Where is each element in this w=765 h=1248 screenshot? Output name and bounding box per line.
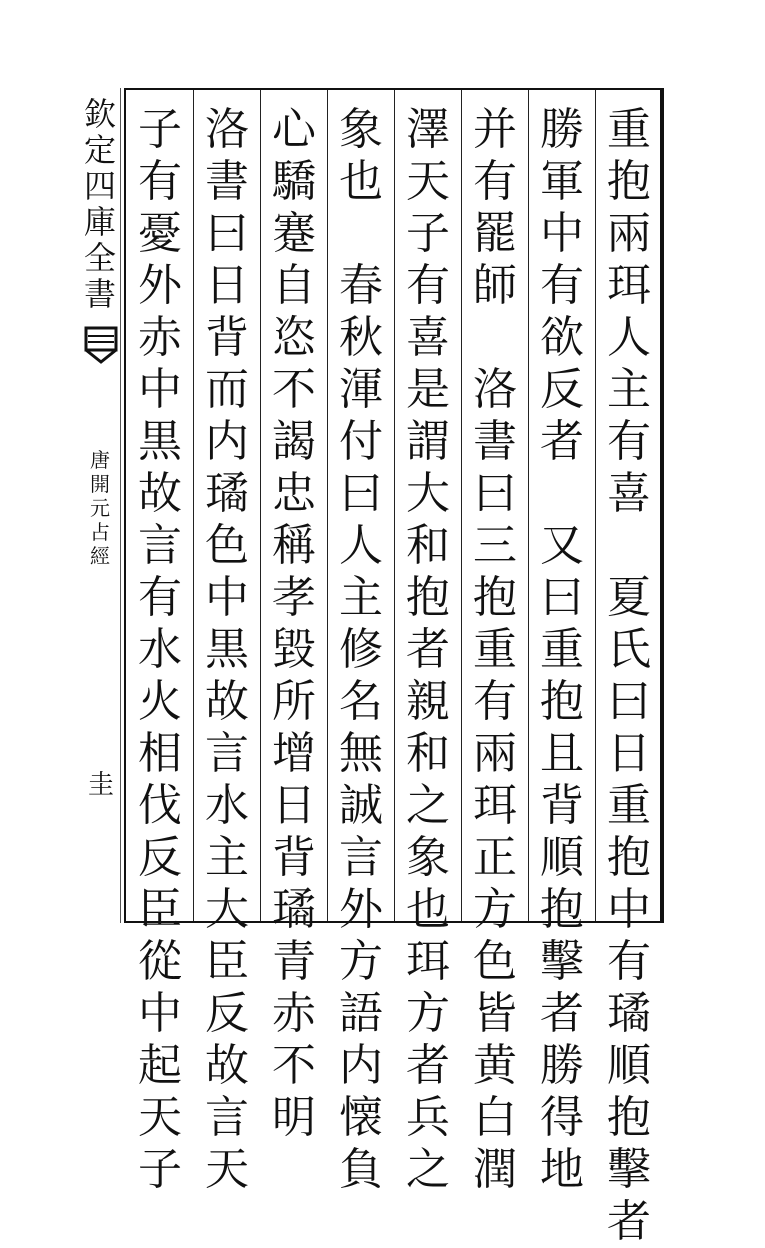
column-rule — [394, 90, 395, 921]
text-column-2: 勝 軍 中 有 欲 反 者 又 曰 重 抱 且 背 順 抱 擊 者 勝 得 地 — [540, 104, 584, 1195]
column-rule — [461, 90, 462, 921]
text-column-6: 心 驕 蹇 自 恣 不 謁 忠 稱 孝 毀 所 增 日 背 璚 青 赤 不 明 — [272, 104, 316, 1143]
margin-edge-line — [120, 88, 121, 923]
fish-tail-mark-icon — [84, 326, 118, 366]
text-column-7: 洛 書 曰 日 背 而 内 璚 色 中 黒 故 言 水 主 大 臣 反 故 言 天 — [205, 104, 249, 1195]
column-rule — [528, 90, 529, 921]
margin-sub-title: 唐 開 元 占 經 — [90, 448, 110, 568]
column-rule — [260, 90, 261, 921]
text-column-5: 象 也 春 秋 渾 付 曰 人 主 修 名 無 誠 言 外 方 語 内 懐 負 — [339, 104, 383, 1195]
column-rule — [327, 90, 328, 921]
text-column-4: 澤 天 子 有 喜 是 謂 大 和 抱 者 親 和 之 象 也 珥 方 者 兵 之 — [406, 104, 450, 1195]
text-column-3: 并 有 罷 師 洛 書 曰 三 抱 重 有 兩 珥 正 方 色 皆 黄 白 潤 — [473, 104, 517, 1195]
margin-book-title: 欽 定 四 庫 全 書 — [83, 95, 116, 313]
column-rule — [595, 90, 596, 921]
text-column-1: 重 抱 兩 珥 人 主 有 喜 夏 氏 曰 日 重 抱 中 有 璚 順 抱 擊 者 — [607, 104, 651, 1247]
column-rule — [193, 90, 194, 921]
text-column-8: 子 有 憂 外 赤 中 黒 故 言 有 水 火 相 伐 反 臣 從 中 起 天 子 — [138, 104, 182, 1195]
page-number: 圭 — [87, 770, 114, 800]
